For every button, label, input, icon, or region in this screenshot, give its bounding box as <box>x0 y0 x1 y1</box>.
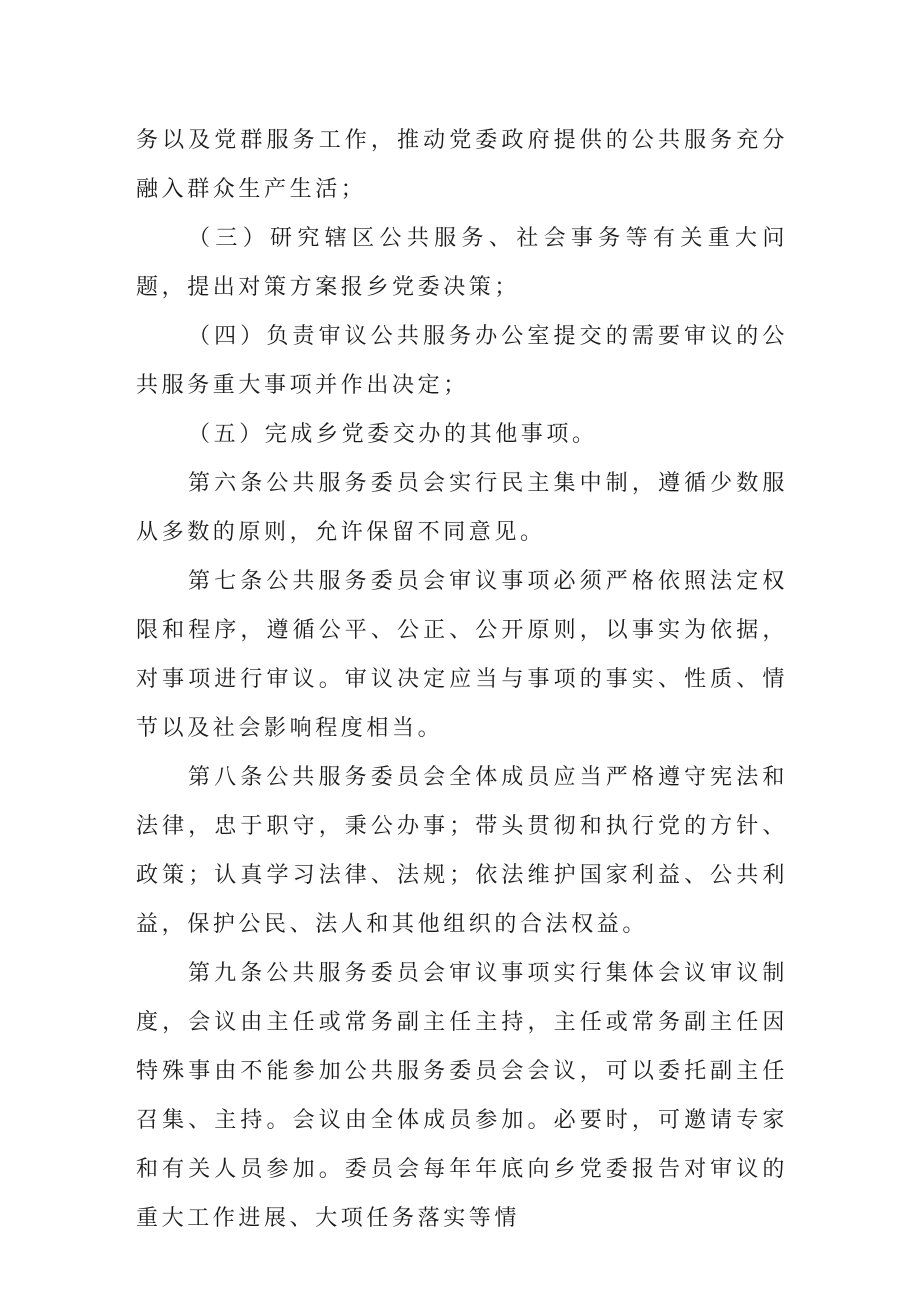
paragraph-article-7: 第七条公共服务委员会审议事项必须严格依照法定权限和程序，遵循公平、公正、公开原则，以事实为依据，对事项进行审议。审议决定应当与事项的事实、性质、情节以及社会影响程度相当。 <box>136 569 788 741</box>
paragraph-article-6: 第六条公共服务委员会实行民主集中制，遵循少数服从多数的原则，允许保留不同意见。 <box>136 471 788 545</box>
paragraph-article-8: 第八条公共服务委员会全体成员应当严格遵守宪法和法律，忠于职守，秉公办事；带头贯彻和执行党的方针、政策；认真学习法律、法规；依法维护国家利益、公共利益，保护公民、法人和其他组织的合法权益。 <box>136 765 788 937</box>
paragraph-item-3: （三）研究辖区公共服务、社会事务等有关重大问题，提出对策方案报乡党委决策； <box>136 226 788 300</box>
paragraph-article-9: 第九条公共服务委员会审议事项实行集体会议审议制度，会议由主任或常务副主任主持，主任或常务副主任因特殊事由不能参加公共服务委员会会议，可以委托副主任召集、主持。会议由全体成员参加。必要时，可邀请专家和有关人员参加。委员会每年年底向乡党委报告对审议的重大工作进展、大项任务落实等情 <box>136 961 788 1231</box>
paragraph-continuation: 务以及党群服务工作，推动党委政府提供的公共服务充分融入群众生产生活； <box>136 128 788 202</box>
document-body <box>136 116 788 1243</box>
paragraph-item-5: （五）完成乡党委交办的其他事项。 <box>188 422 598 447</box>
paragraph-item-4: （四）负责审议公共服务办公室提交的需要审议的公共服务重大事项并作出决定； <box>136 324 788 398</box>
